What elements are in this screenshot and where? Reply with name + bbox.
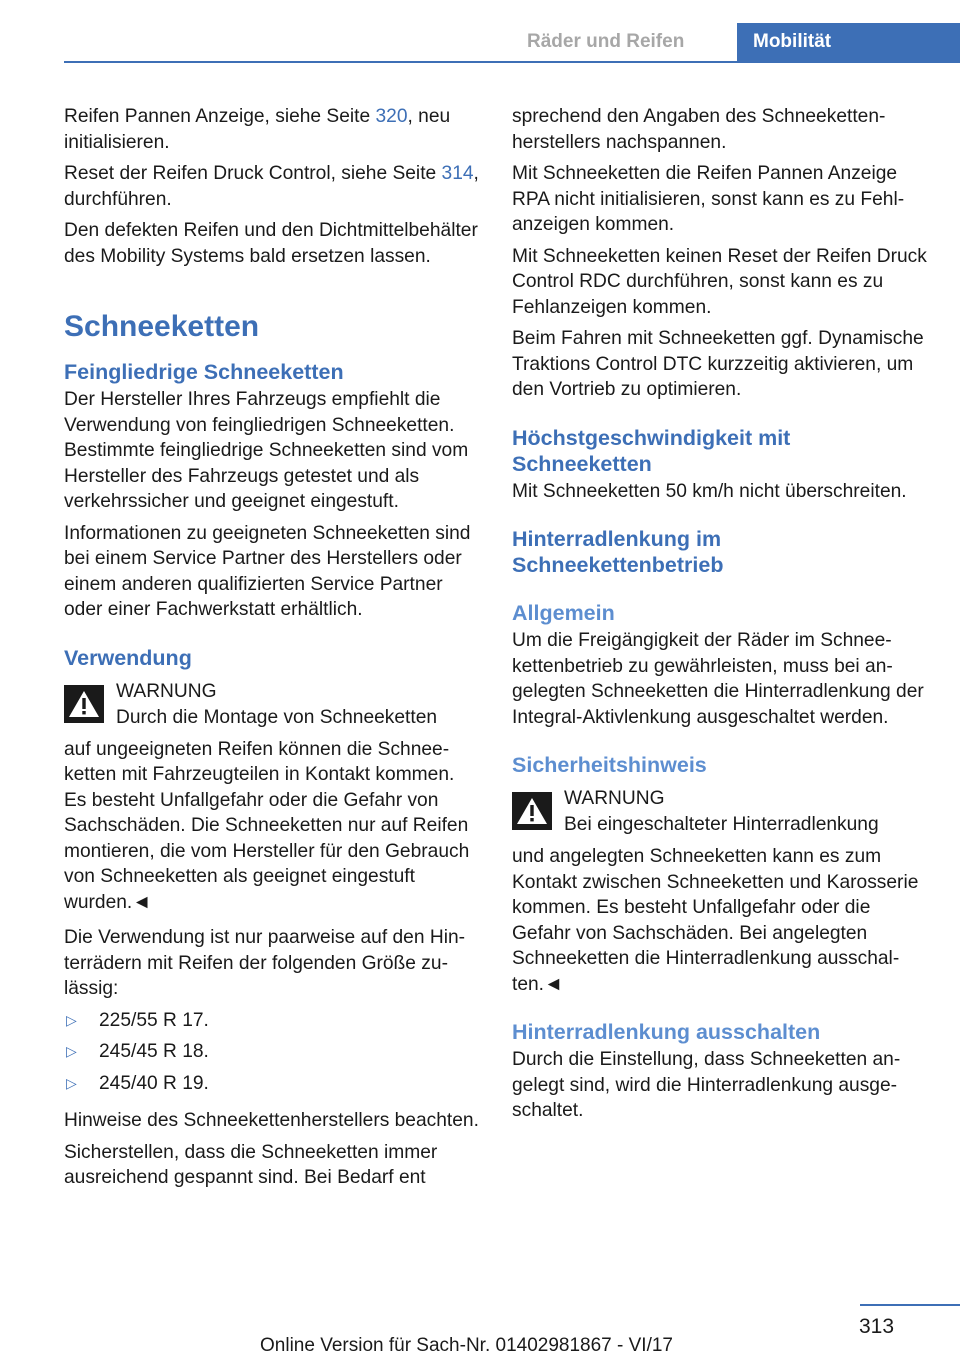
- heading-hinterradlenkung-schneekettenbetrieb: Hinterradlenkung im Schneekettenbetrieb: [512, 527, 724, 577]
- paragraph: Reset der Reifen Druck Control, siehe Seite 314, durchführen.: [64, 163, 479, 210]
- paragraph: Informationen zu geeigneten Schneeketten sind bei einem Service Partner des Herstellers oder einem anderen qualifizierten Service Partner oder einer Fachwerkstatt erhältlich.: [64, 522, 471, 620]
- heading-verwendung: Verwendung: [64, 645, 192, 670]
- warning-triangle-icon: [64, 685, 104, 723]
- triangle-bullet-icon: ▷: [66, 1011, 77, 1028]
- heading-hinterradlenkung-ausschalten: Hinterradlenkung ausschalten: [512, 1020, 821, 1044]
- warning-label: WARNUNG: [116, 680, 217, 702]
- warning-label: WARNUNG: [564, 788, 665, 809]
- list-item: ▷ 245/45 R 18.: [64, 1039, 482, 1071]
- page-number: 313: [859, 1315, 895, 1338]
- warning-box: [512, 786, 930, 997]
- heading-schneeketten: Schneeketten: [64, 310, 260, 343]
- warning-text-first-line: Bei eingeschalteter Hinterradlenkung: [564, 814, 879, 835]
- paragraph: Durch die Einstellung, dass Schneeketten angelegt sind, wird die Hinterradlenkung ausgeschaltet.: [512, 1049, 901, 1121]
- list-item: ▷ 245/40 R 19.: [64, 1071, 482, 1103]
- triangle-bullet-icon: ▷: [66, 1043, 77, 1059]
- paragraph: Sicherstellen, dass die Schneeketten immer ausreichend gespannt sind. Bei Bedarf ent: [64, 1141, 438, 1188]
- paragraph: Mit Schneeketten keinen Reset der Reifen Druck Control RDC durchführen, sonst kann es zu Fehlanzeigen kommen.: [512, 245, 927, 318]
- heading-allgemein: Allgemein: [512, 601, 615, 625]
- footer-rule: [860, 1304, 960, 1306]
- paragraph: Beim Fahren mit Schneeketten ggf. Dynamische Traktions Control DTC kurzzeitig aktivieren, um den Vortrieb zu optimieren.: [512, 328, 924, 400]
- paragraph: Um die Freigängigkeit der Räder im Schneekettenbetrieb zu gewährleisten, muss bei angelegten Schneeketten die Hinterradlenkung der Integral-Aktivlenkung ausgeschaltet werden.: [512, 630, 924, 728]
- heading-sicherheitshinweis: Sicherheitshinweis: [512, 753, 707, 777]
- section-tab[interactable]: Räder und Reifen: [527, 31, 685, 52]
- paragraph: Den defekten Reifen und den Dichtmittelbehälter des Mobility Systems bald ersetzen lassen.: [64, 220, 478, 267]
- page-link-314[interactable]: 314: [441, 163, 474, 184]
- warning-text: und angelegten Schneeketten kann es zum Kontakt zwischen Schneeketten und Karosserie kommen. Es besteht Unfallgefahr oder die Gefahr von Sachschäden. Bei angelegten Schneeketten die Hinterradlenkung ausschalten.◄: [512, 846, 919, 995]
- paragraph: Reifen Pannen Anzeige, siehe Seite 320, neu initialisieren.: [64, 106, 451, 153]
- list-item: ▷ 225/55 R 17.: [64, 1008, 482, 1040]
- paragraph: Mit Schneeketten 50 km/h nicht überschreiten.: [512, 480, 907, 502]
- warning-text-first-line: Durch die Montage von Schneeketten: [116, 706, 438, 728]
- heading-feingliedrige-schneeketten: Feingliedrige Schneeketten: [64, 360, 344, 384]
- header-rule: [64, 61, 960, 63]
- warning-triangle-icon: [512, 792, 552, 830]
- right-column: [512, 104, 930, 1130]
- tire-size-list: [64, 1008, 482, 1103]
- page-link-320[interactable]: 320: [375, 106, 408, 127]
- warning-text: auf ungeeigneten Reifen können die Schneeketten mit Fahrzeugteilen in Kontakt kommen. Es besteht Unfallgefahr oder die Gefahr von Sachschäden. Die Schneeketten nur auf Reifen montieren, die vom Hersteller für den Gebrauch von Schneeketten als geeignet eingestuft wurden.◄: [64, 738, 470, 913]
- heading-hoechstgeschwindigkeit: Höchstgeschwindigkeit mit Schneeketten: [512, 425, 791, 476]
- footer-version-note: Online Version für Sach-Nr. 01402981867 - VI/17: [260, 1335, 673, 1356]
- paragraph: Der Hersteller Ihres Fahrzeugs empfiehlt die Verwendung von feingliedrigen Schneeketten. Bestimmte feingliedrige Schneeketten sind vom Hersteller des Fahrzeugs getestet und als verkehrssicher und geeignet eingestuft.: [64, 389, 469, 512]
- left-column: [64, 104, 482, 1197]
- paragraph: Die Verwendung ist nur paarweise auf den Hinterrädern mit Reifen der folgenden Größe zulässig:: [64, 927, 466, 999]
- chapter-tab[interactable]: Mobilität: [737, 23, 960, 61]
- paragraph: sprechend den Angaben des Schneekettenherstellers nachspannen.: [512, 106, 886, 153]
- warning-box: [64, 679, 482, 916]
- paragraph: Hinweise des Schneekettenherstellers beachten.: [64, 1110, 479, 1131]
- triangle-bullet-icon: ▷: [66, 1074, 77, 1091]
- paragraph: Mit Schneeketten die Reifen Pannen Anzeige RPA nicht initialisieren, sonst kann es zu Fehlanzeigen kommen.: [512, 163, 905, 235]
